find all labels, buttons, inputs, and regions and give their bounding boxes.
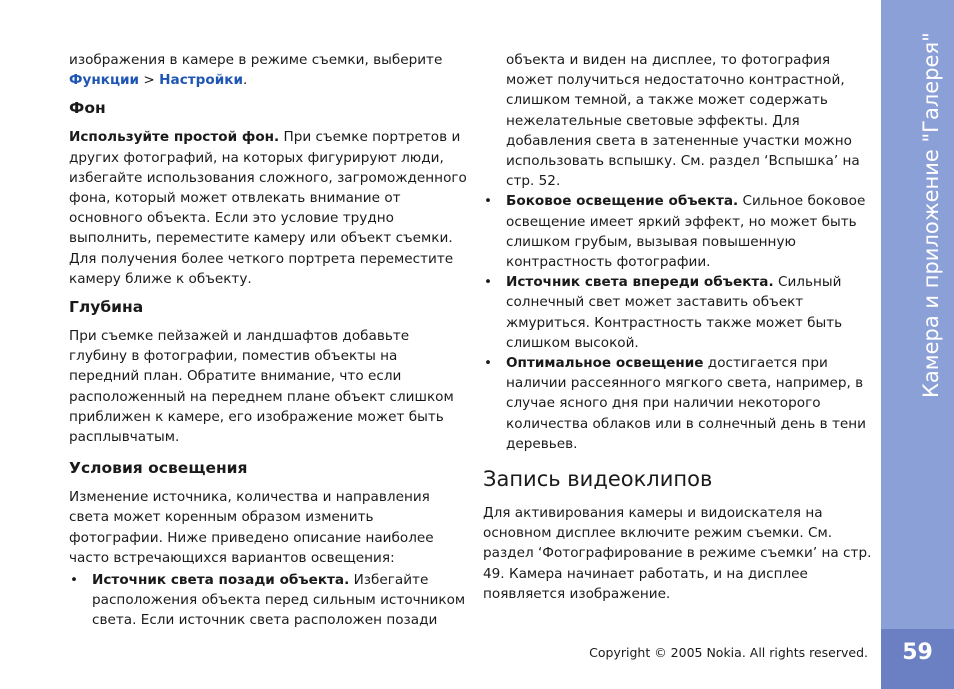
intro-text: изображения в камере в режиме съемки, выберите [69, 52, 443, 68]
right-column [483, 50, 873, 604]
video-paragraph: Для активирования камеры и видоискателя на основном дисплее включите режим съемки. См. раздел ‘Фотографирование в режиме съемки’ на стр. 49. Камера начинает работать, и на дисплее появляется изображение. [483, 505, 872, 602]
heading-background: Фон [69, 99, 106, 118]
functions-link[interactable]: Функции [69, 72, 140, 89]
menu-separator: > [139, 72, 160, 89]
heading-lighting: Условия освещения [69, 459, 248, 478]
page-number: 59 [902, 640, 933, 665]
depth-paragraph: При съемке пейзажей и ландшафтов добавьте глубину в фотографии, поместив объекты на передний план. Обратите внимание, что если расположенный на переднем плане объект слишком приближен к камере, его изображение может быть расплывчатым. [69, 328, 454, 446]
copyright-footer: Copyright © 2005 Nokia. All rights reserved. [589, 645, 868, 660]
intro-paragraph [69, 50, 469, 90]
bullet-icon: • [484, 274, 493, 291]
chapter-title: Камера и приложение "Галерея" [919, 32, 943, 398]
heading-depth: Глубина [69, 298, 144, 317]
bullet-text: Избегайте расположения объекта перед сильным источником света. Если источник света расположен позади [92, 572, 466, 629]
list-item [483, 353, 873, 454]
period: . [242, 72, 248, 89]
background-lead: Используйте простой фон. [69, 129, 280, 146]
lighting-list-left [69, 570, 469, 631]
list-item [69, 570, 469, 631]
lighting-paragraph: Изменение источника, количества и направления света может коренным образом изменить фотографии. Ниже приведено описание наиболее часто встречающихся вариантов освещения: [69, 489, 434, 566]
settings-link[interactable]: Настройки [159, 72, 243, 89]
bullet-text: достигается при наличии рассеянного мягкого света, например, в случае ясного дня при наличии некоторого количества облаков или в солнечный день в тени деревьев. [506, 355, 866, 452]
bullet-icon: • [70, 572, 79, 589]
bullet-icon: • [484, 355, 493, 372]
list-item [483, 272, 873, 353]
bullet-text: Сильное боковое освещение имеет яркий эффект, но может быть слишком грубым, вызывая повышенную контрастность фотографии. [506, 193, 866, 271]
bullet-lead: Оптимальное освещение [506, 355, 704, 372]
continued-paragraph: объекта и виден на дисплее, то фотография может получиться недостаточно контрастной, слишком темной, а также может содержать нежелательные световые эффекты. Для добавления света в затененные участки можно использовать вспышку. См. раздел ‘Вспышка’ на стр. 52. [506, 52, 860, 190]
background-paragraph [69, 127, 469, 289]
bullet-text: Сильный солнечный свет может заставить объект жмуриться. Контрастность также может быть слишком высокой. [506, 274, 843, 351]
background-text: При съемке портретов и других фотографий, на которых фигурируют люди, избегайте использования сложного, загроможденного фона, который может отвлекать внимание от основного объекта. Если это условие трудно выполнить, переместите камеру или объект съемки. Для получения более четкого портрета переместите камеру ближе к объекту. [69, 129, 467, 287]
bullet-lead: Источник света впереди объекта. [506, 274, 774, 291]
bullet-lead: Источник света позади объекта. [92, 572, 350, 589]
left-column [69, 50, 469, 631]
list-item [483, 191, 873, 272]
heading-video: Запись видеоклипов [483, 467, 713, 492]
bullet-lead: Боковое освещение объекта. [506, 193, 739, 210]
lighting-list-right [483, 191, 873, 454]
bullet-icon: • [484, 193, 493, 210]
